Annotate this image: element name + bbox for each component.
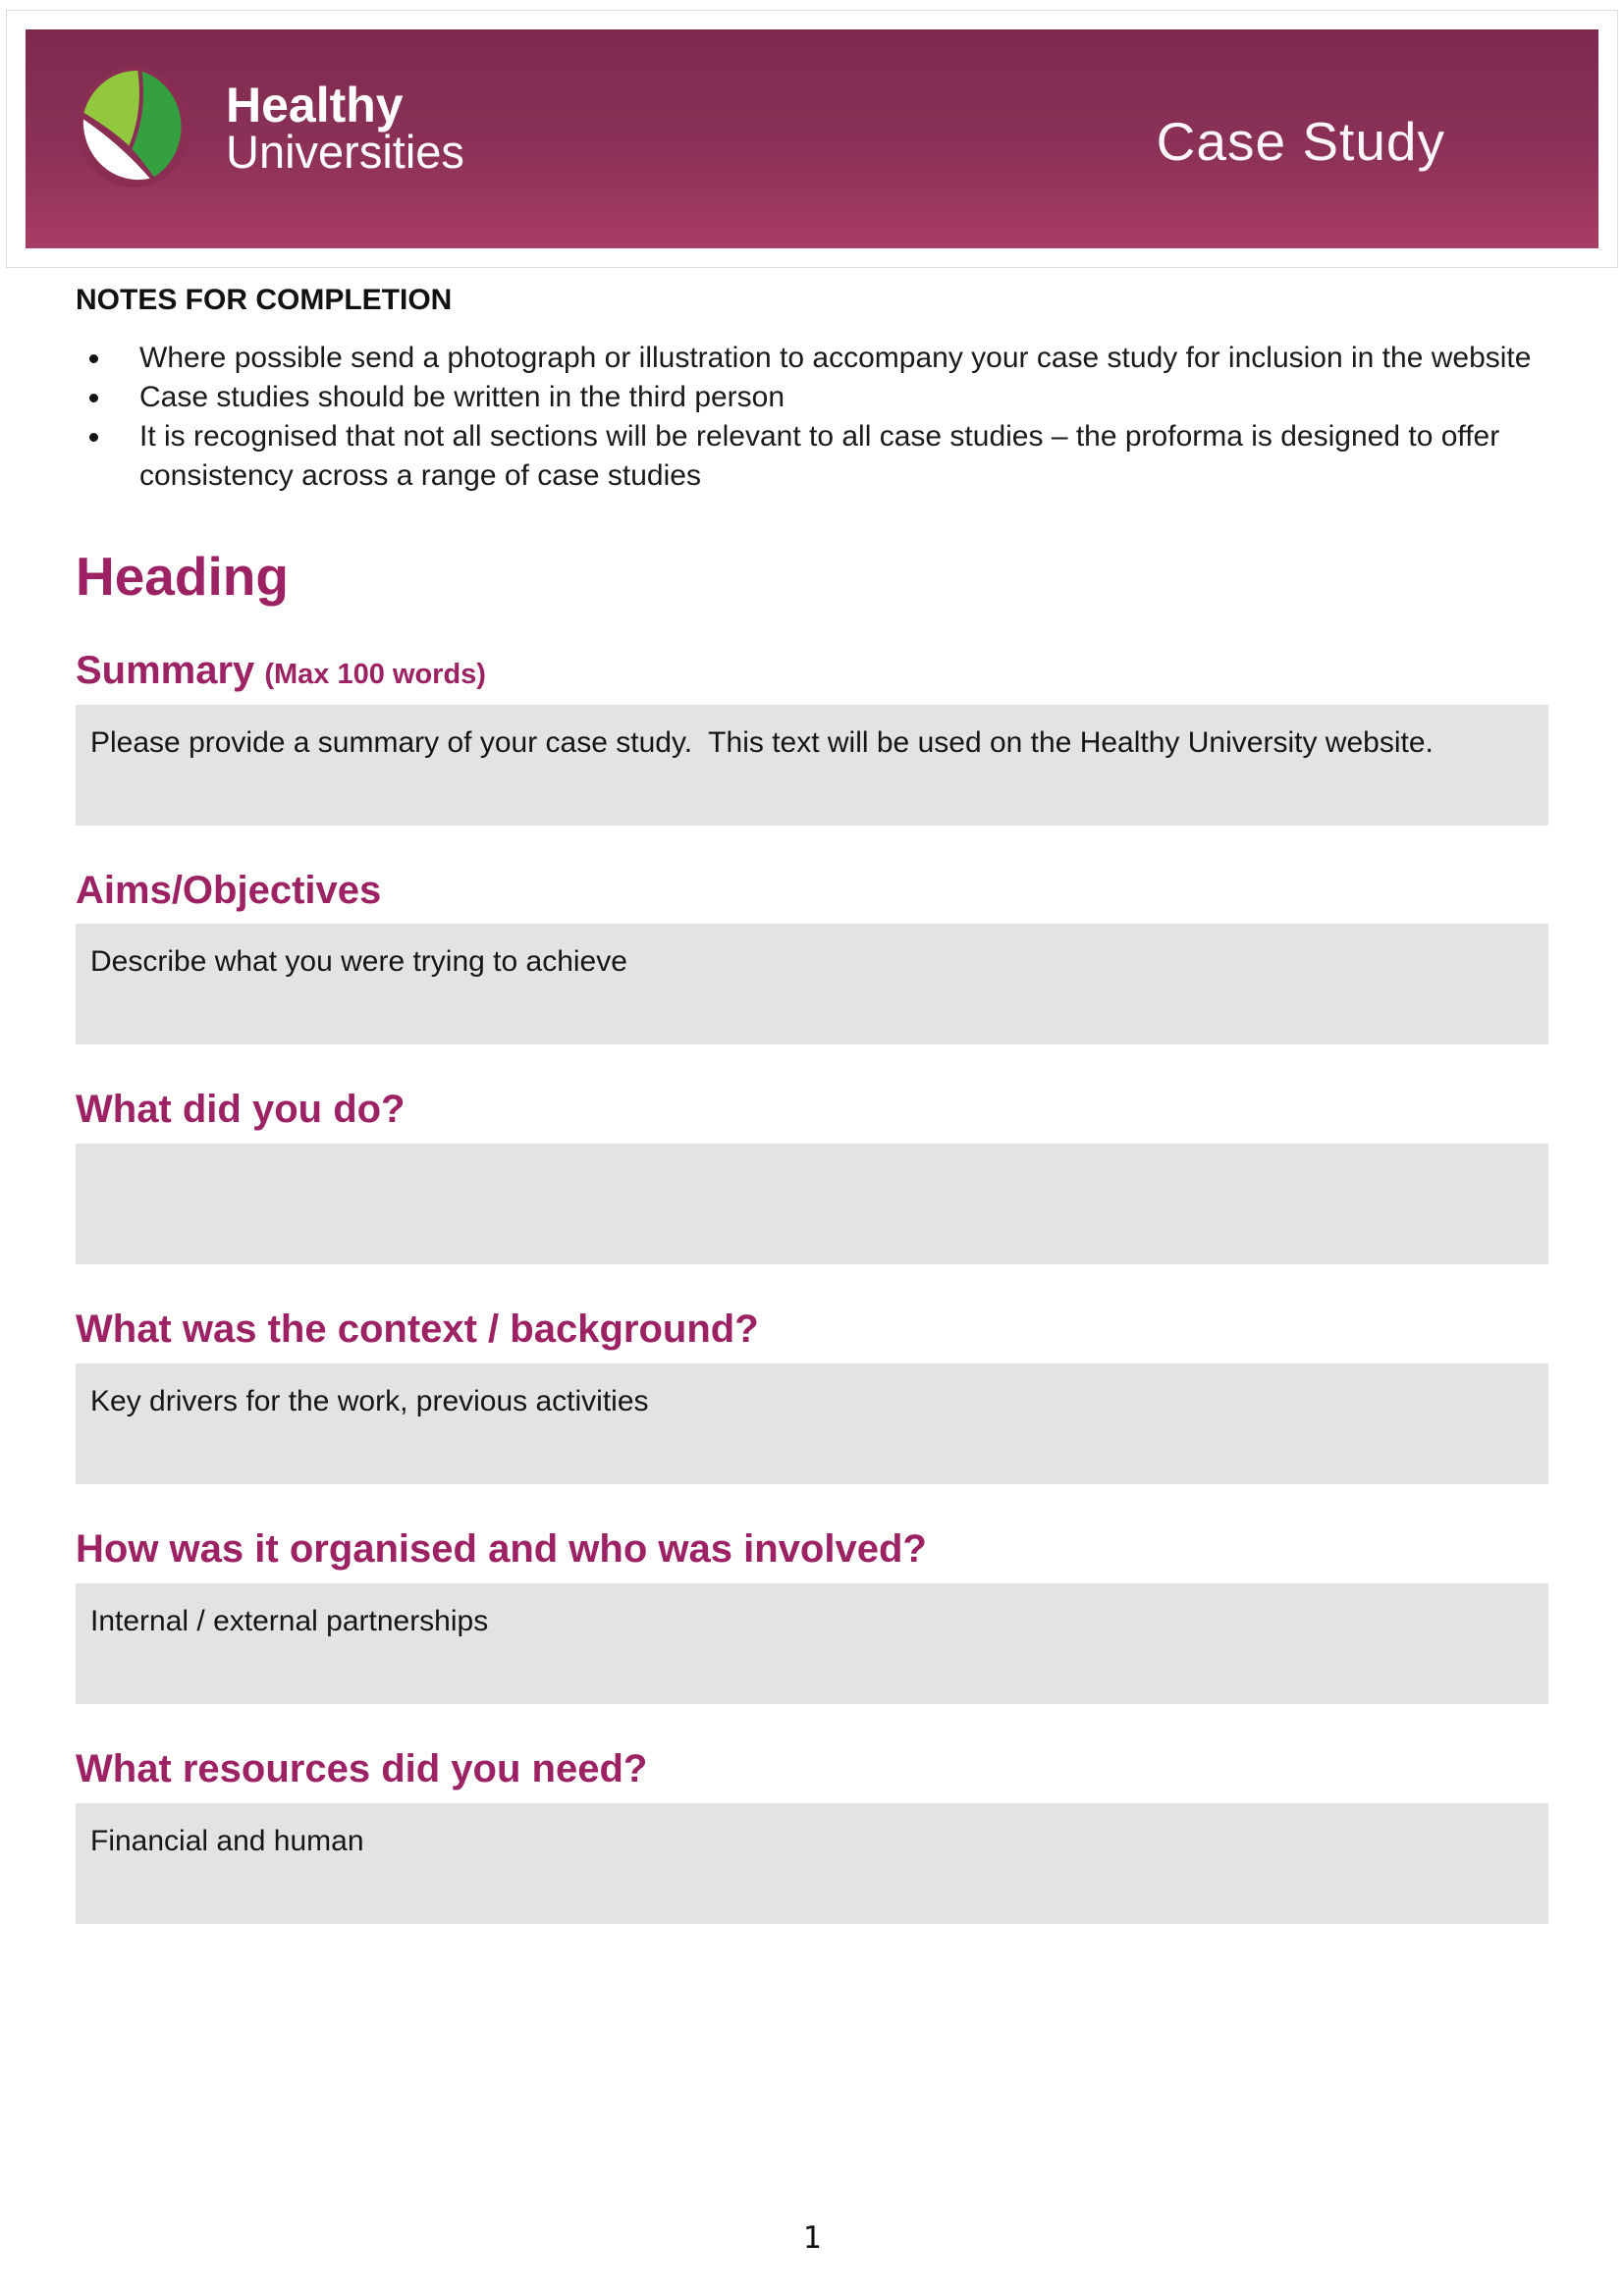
sections-container	[76, 649, 1548, 1924]
healthy-universities-logo-icon	[74, 65, 193, 190]
notes-bullet-item	[76, 339, 1548, 378]
notes-bullet-item	[76, 378, 1548, 417]
section-heading	[76, 1747, 1548, 1791]
notes-list	[76, 339, 1548, 496]
section-heading-label: What did you do?	[76, 1088, 406, 1132]
form-section	[76, 1527, 1548, 1704]
brand-name	[226, 78, 464, 178]
document-type-title: Case Study	[1156, 111, 1445, 172]
section-heading-label: Aims/Objectives	[76, 868, 382, 912]
form-section	[76, 649, 1548, 826]
section-heading-label: What resources did you need?	[76, 1746, 648, 1790]
bullet-icon	[89, 433, 98, 442]
notes-for-completion-title: NOTES FOR COMPLETION	[76, 284, 453, 316]
section-heading	[76, 869, 1548, 913]
section-heading	[76, 1088, 1548, 1132]
section-heading	[76, 1308, 1548, 1352]
field-placeholder-text: Please provide a summary of your case study. This text will be used on the Healthy University website.	[90, 725, 1434, 759]
bullet-text: Case studies should be written in the third person	[139, 381, 785, 413]
section-heading-label: Summary	[76, 648, 255, 692]
banner-background	[26, 29, 1598, 248]
header-banner-image	[6, 10, 1618, 268]
section-input-field-1[interactable]	[76, 705, 1548, 826]
section-input-field-5[interactable]	[76, 1583, 1548, 1704]
page-number: 1	[802, 2220, 822, 2256]
field-placeholder-text: Internal / external partnerships	[90, 1604, 489, 1637]
bullet-icon	[89, 354, 98, 363]
form-section	[76, 1747, 1548, 1924]
brand-line2: Universities	[226, 126, 464, 178]
section-heading-label: What was the context / background?	[76, 1308, 759, 1352]
section-input-field-6[interactable]	[76, 1803, 1548, 1924]
bullet-icon	[89, 394, 98, 402]
field-placeholder-text: Describe what you were trying to achieve	[90, 945, 627, 979]
form-section	[76, 1308, 1548, 1484]
section-input-field-2[interactable]	[76, 924, 1548, 1044]
bullet-text: Where possible send a photograph or illustration to accompany your case study for inclusion in the website	[139, 342, 1532, 374]
field-placeholder-text: Key drivers for the work, previous activities	[90, 1384, 649, 1417]
form-section	[76, 1088, 1548, 1264]
form-section	[76, 869, 1548, 1045]
brand-line1: Healthy	[226, 78, 404, 133]
section-heading-label: How was it organised and who was involved?	[76, 1526, 927, 1571]
field-placeholder-text: Financial and human	[90, 1824, 364, 1857]
section-heading	[76, 649, 1548, 693]
section-heading	[76, 1527, 1548, 1572]
notes-bullet-item	[76, 417, 1548, 496]
section-heading-note: (Max 100 words)	[264, 658, 486, 690]
section-input-field-3[interactable]	[76, 1144, 1548, 1264]
document-body	[76, 284, 1548, 1924]
bullet-text: It is recognised that not all sections will be relevant to all case studies – the proforma is designed to offer consistency across a range of case studies	[139, 420, 1500, 492]
section-input-field-4[interactable]	[76, 1363, 1548, 1484]
page-title: Heading	[76, 546, 289, 607]
